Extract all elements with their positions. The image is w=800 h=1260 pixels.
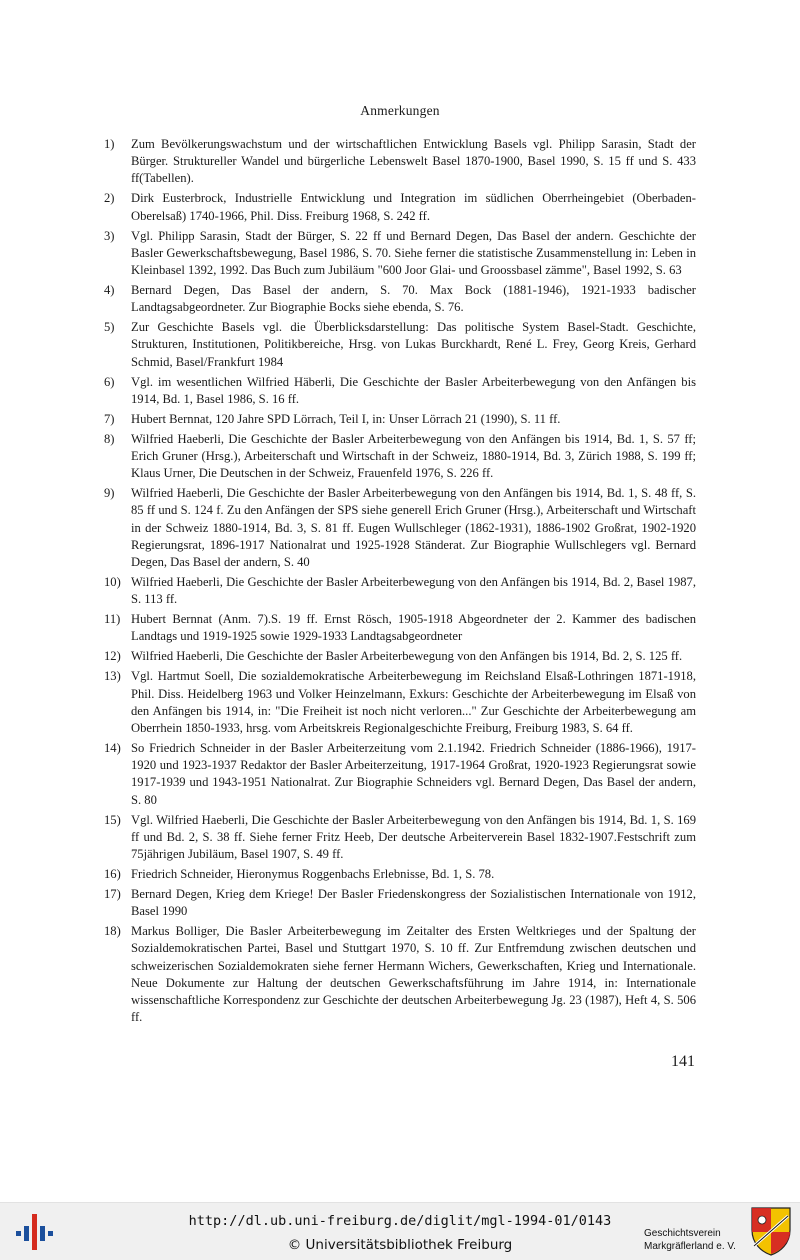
endnote-item <box>104 228 696 280</box>
document-url-link[interactable]: http://dl.ub.uni-freiburg.de/diglit/mgl-1994-01/0143 <box>188 1213 612 1229</box>
endnote-item <box>104 886 696 920</box>
endnote-text: Wilfried Haeberli, Die Geschichte der Basler Arbeiterbewegung von den Anfängen bis 1914, Bd. 2, Basel 1987, S. 113 ff. <box>131 575 696 607</box>
endnote-text: Vgl. Wilfried Haeberli, Die Geschichte der Basler Arbeiterbewegung von den Anfängen bis 1914, Bd. 1, S. 169 ff und Bd. 2, S. 38 ff. Siehe ferner Fritz Heeb, Der deutsche Arbeiterverein Basel 1832-1907.Festschrift zum 75jährigen Jubiläum, Basel 1907, S. 49 ff. <box>131 812 696 862</box>
endnote-item <box>104 374 696 408</box>
endnote-item <box>104 190 696 224</box>
endnote-text: Dirk Eusterbrock, Industrielle Entwicklung und Integration im südlichen Oberrheingebiet (Oberbaden-Oberelsaß) 1740-1966, Phil. Diss. Freiburg 1968, S. 242 ff. <box>131 191 696 223</box>
endnote-text: Wilfried Haeberli, Die Geschichte der Basler Arbeiterbewegung von den Anfängen bis 1914, Bd. 1, S. 48 ff, S. 85 ff und S. 124 f. Zu den Anfängen der SPS siehe generell Erich Gruner (Hrsg.), Arbeiterschaft und Wirtschaft in der Schweiz 1880-1914, Bd. 3, S. 81 ff. Eugen Wullschleger (1862-1931), 1886-1902 Großrat, 1902-1920 Regierungsrat, 1896-1917 Nationalrat und 1925-1928 Ständerat. Zur Biographie Wullschlegers vgl. Bernard Degen, Das Basel der andern, S. 40 <box>131 486 696 570</box>
endnote-text: Bernard Degen, Das Basel der andern, S. 70. Max Bock (1881-1946), 1921-1933 badischer Landtagsabgeordneter. Zur Biographie Bocks siehe ebenda, S. 76. <box>131 283 696 315</box>
endnote-item <box>104 611 696 645</box>
endnote-number: 14) <box>104 741 121 756</box>
endnote-text: Hubert Bernnat (Anm. 7).S. 19 ff. Ernst Rösch, 1905-1918 Abgeordneter der 2. Kammer des badischen Landtags und 1919-1925 sowie 1929-1933 Landtagsabgeordneter <box>131 612 696 644</box>
endnote-text: Vgl. Hartmut Soell, Die sozialdemokratische Arbeiterbewegung im Reichsland Elsaß-Lothringen 1871-1918, Phil. Diss. Heidelberg 1963 und Volker Heinzelmann, Exkurs: Geschichte der Arbeiterbewegung im Elsaß von den Anfängen bis 1914, in: "Die Freiheit ist noch nicht verloren..." Zur Geschichte der Arbeiterbewegung am Oberrhein 1850-1933, hrsg. vom Arbeitskreis Regionalgeschichte Freiburg, Freiburg 1983, S. 64 ff. <box>131 669 696 736</box>
endnote-item <box>104 866 696 883</box>
page-heading: Anmerkungen <box>360 103 440 118</box>
endnote-text: Vgl. Philipp Sarasin, Stadt der Bürger, S. 22 ff und Bernard Degen, Das Basel der andern. Geschichte der Basler Gewerkschaftsbewegung, Basel 1986, S. 70. Siehe ferner die statistische Zusammenstellung in: Leben in Kleinbasel 1392, 1992. Das Buch zum Jubiläum "600 Joor Glai- und Groossbasel zämme", Basel 1992, S. 63 <box>131 228 696 278</box>
endnote-number: 17) <box>104 887 121 902</box>
endnote-text: Zur Geschichte Basels vgl. die Überblicksdarstellung: Das politische System Basel-Stadt. Geschichte, Strukturen, Institutionen, Politikbereiche, Hrsg. von Lukas Burckhardt, René L. Frey, Georg Kreis, Gerhard Schmid, Basel/Frankfurt 1984 <box>131 320 696 369</box>
endnote-text: Hubert Bernnat, 120 Jahre SPD Lörrach, Teil I, in: Unser Lörrach 21 (1990), S. 11 ff. <box>131 411 561 426</box>
endnote-item <box>104 574 696 608</box>
endnote-number: 16) <box>104 867 121 882</box>
endnote-text: Bernard Degen, Krieg dem Kriege! Der Basler Friedenskongress der Sozialistischen Internationale von 1912, Basel 1990 <box>131 887 696 919</box>
endnote-item <box>104 319 696 371</box>
endnote-item <box>104 740 696 809</box>
endnote-item <box>104 648 696 665</box>
endnote-number: 6) <box>104 374 115 389</box>
endnote-number: 7) <box>104 411 115 426</box>
endnote-number: 5) <box>104 320 115 335</box>
endnote-text: Markus Bolliger, Die Basler Arbeiterbewegung im Zeitalter des Ersten Weltkrieges und der Spaltung der Sozialdemokratischen Partei, Basel und Stuttgart 1970, S. 10 ff. Zur Entfremdung zwischen deutschen und schweizerischen Sozialdemokraten siehe ferner Hermann Wichers, Gewerkschaften, Krieg und Internationale. Neue Dokumente zur Haltung der deutschen Gewerkschaftsführung im Jahre 1914, in: Internationale wissenschaftliche Korrespondenz zur Geschichte der deutschen Arbeiterbewegung Jg. 23 (1987), Heft 4, S. 506 ff. <box>131 924 696 1025</box>
endnote-number: 3) <box>104 228 115 243</box>
endnote-number: 15) <box>104 812 121 827</box>
endnote-item <box>104 485 696 571</box>
endnote-item <box>104 136 696 188</box>
endnote-text: Vgl. im wesentlichen Wilfried Häberli, Die Geschichte der Basler Arbeiterbewegung von den Anfängen bis 1914, Bd. 1, Basel 1986, S. 16 ff. <box>131 374 696 406</box>
endnote-number: 18) <box>104 924 121 939</box>
coat-of-arms-icon <box>750 1206 792 1256</box>
endnote-number: 9) <box>104 486 115 501</box>
endnote-item <box>104 282 696 316</box>
endnote-item <box>104 668 696 737</box>
endnote-item <box>104 411 696 428</box>
page-number: 141 <box>671 1053 695 1070</box>
endnote-number: 13) <box>104 669 121 684</box>
endnote-number: 2) <box>104 191 115 206</box>
organization-name <box>644 1228 754 1253</box>
endnote-number: 1) <box>104 137 115 151</box>
endnotes-list <box>104 136 696 1029</box>
footer-bar <box>0 1202 800 1260</box>
endnote-item <box>104 812 696 864</box>
endnote-number: 12) <box>104 649 121 664</box>
endnote-item <box>104 431 696 483</box>
endnote-text: Wilfried Haeberli, Die Geschichte der Basler Arbeiterbewegung von den Anfängen bis 1914, Bd. 2, S. 125 ff. <box>131 649 683 664</box>
organization-name-line-2: Markgräflerland e. V. <box>644 1240 736 1252</box>
endnote-number: 11) <box>104 612 121 627</box>
endnote-text: Zum Bevölkerungswachstum und der wirtschaftlichen Entwicklung Basels vgl. Philipp Sarasin, Stadt der Bürger. Struktureller Wandel und bürgerliche Lebenswelt Basel 1870-1900, Basel 1990, S. 15 ff und S. 433 ff(Tabellen). <box>131 137 696 186</box>
endnote-text: Wilfried Haeberli, Die Geschichte der Basler Arbeiterbewegung von den Anfängen bis 1914, Bd. 1, S. 57 ff; Erich Gruner (Hrsg.), Arbeiterschaft und Wirtschaft in der Schweiz, 1880-1914, Bd. 3, Zürich 1988, S. 199 ff; Klaus Urner, Die Deutschen in der Schweiz, Frauenfeld 1976, S. 226 ff. <box>131 431 696 481</box>
copyright-notice: © Universitätsbibliothek Freiburg <box>287 1237 513 1253</box>
endnote-number: 8) <box>104 431 115 446</box>
organization-name-line-1: Geschichtsverein <box>644 1228 721 1239</box>
endnote-text: So Friedrich Schneider in der Basler Arbeiterzeitung vom 2.1.1942. Friedrich Schneider (1886-1966), 1917-1920 und 1923-1937 Redaktor der Basler Arbeiterzeitung, 1917-1964 Großrat, 1920-1923 Regierungsrat sowie 1917-1939 und 1943-1951 Nationalrat. Zur Biographie Schneiders vgl. Bernard Degen, Das Basel der andern, S. 80 <box>131 741 696 807</box>
endnote-item <box>104 923 696 1026</box>
endnote-number: 10) <box>104 575 121 590</box>
endnote-number: 4) <box>104 283 115 298</box>
endnote-text: Friedrich Schneider, Hieronymus Roggenbachs Erlebnisse, Bd. 1, S. 78. <box>131 867 495 882</box>
